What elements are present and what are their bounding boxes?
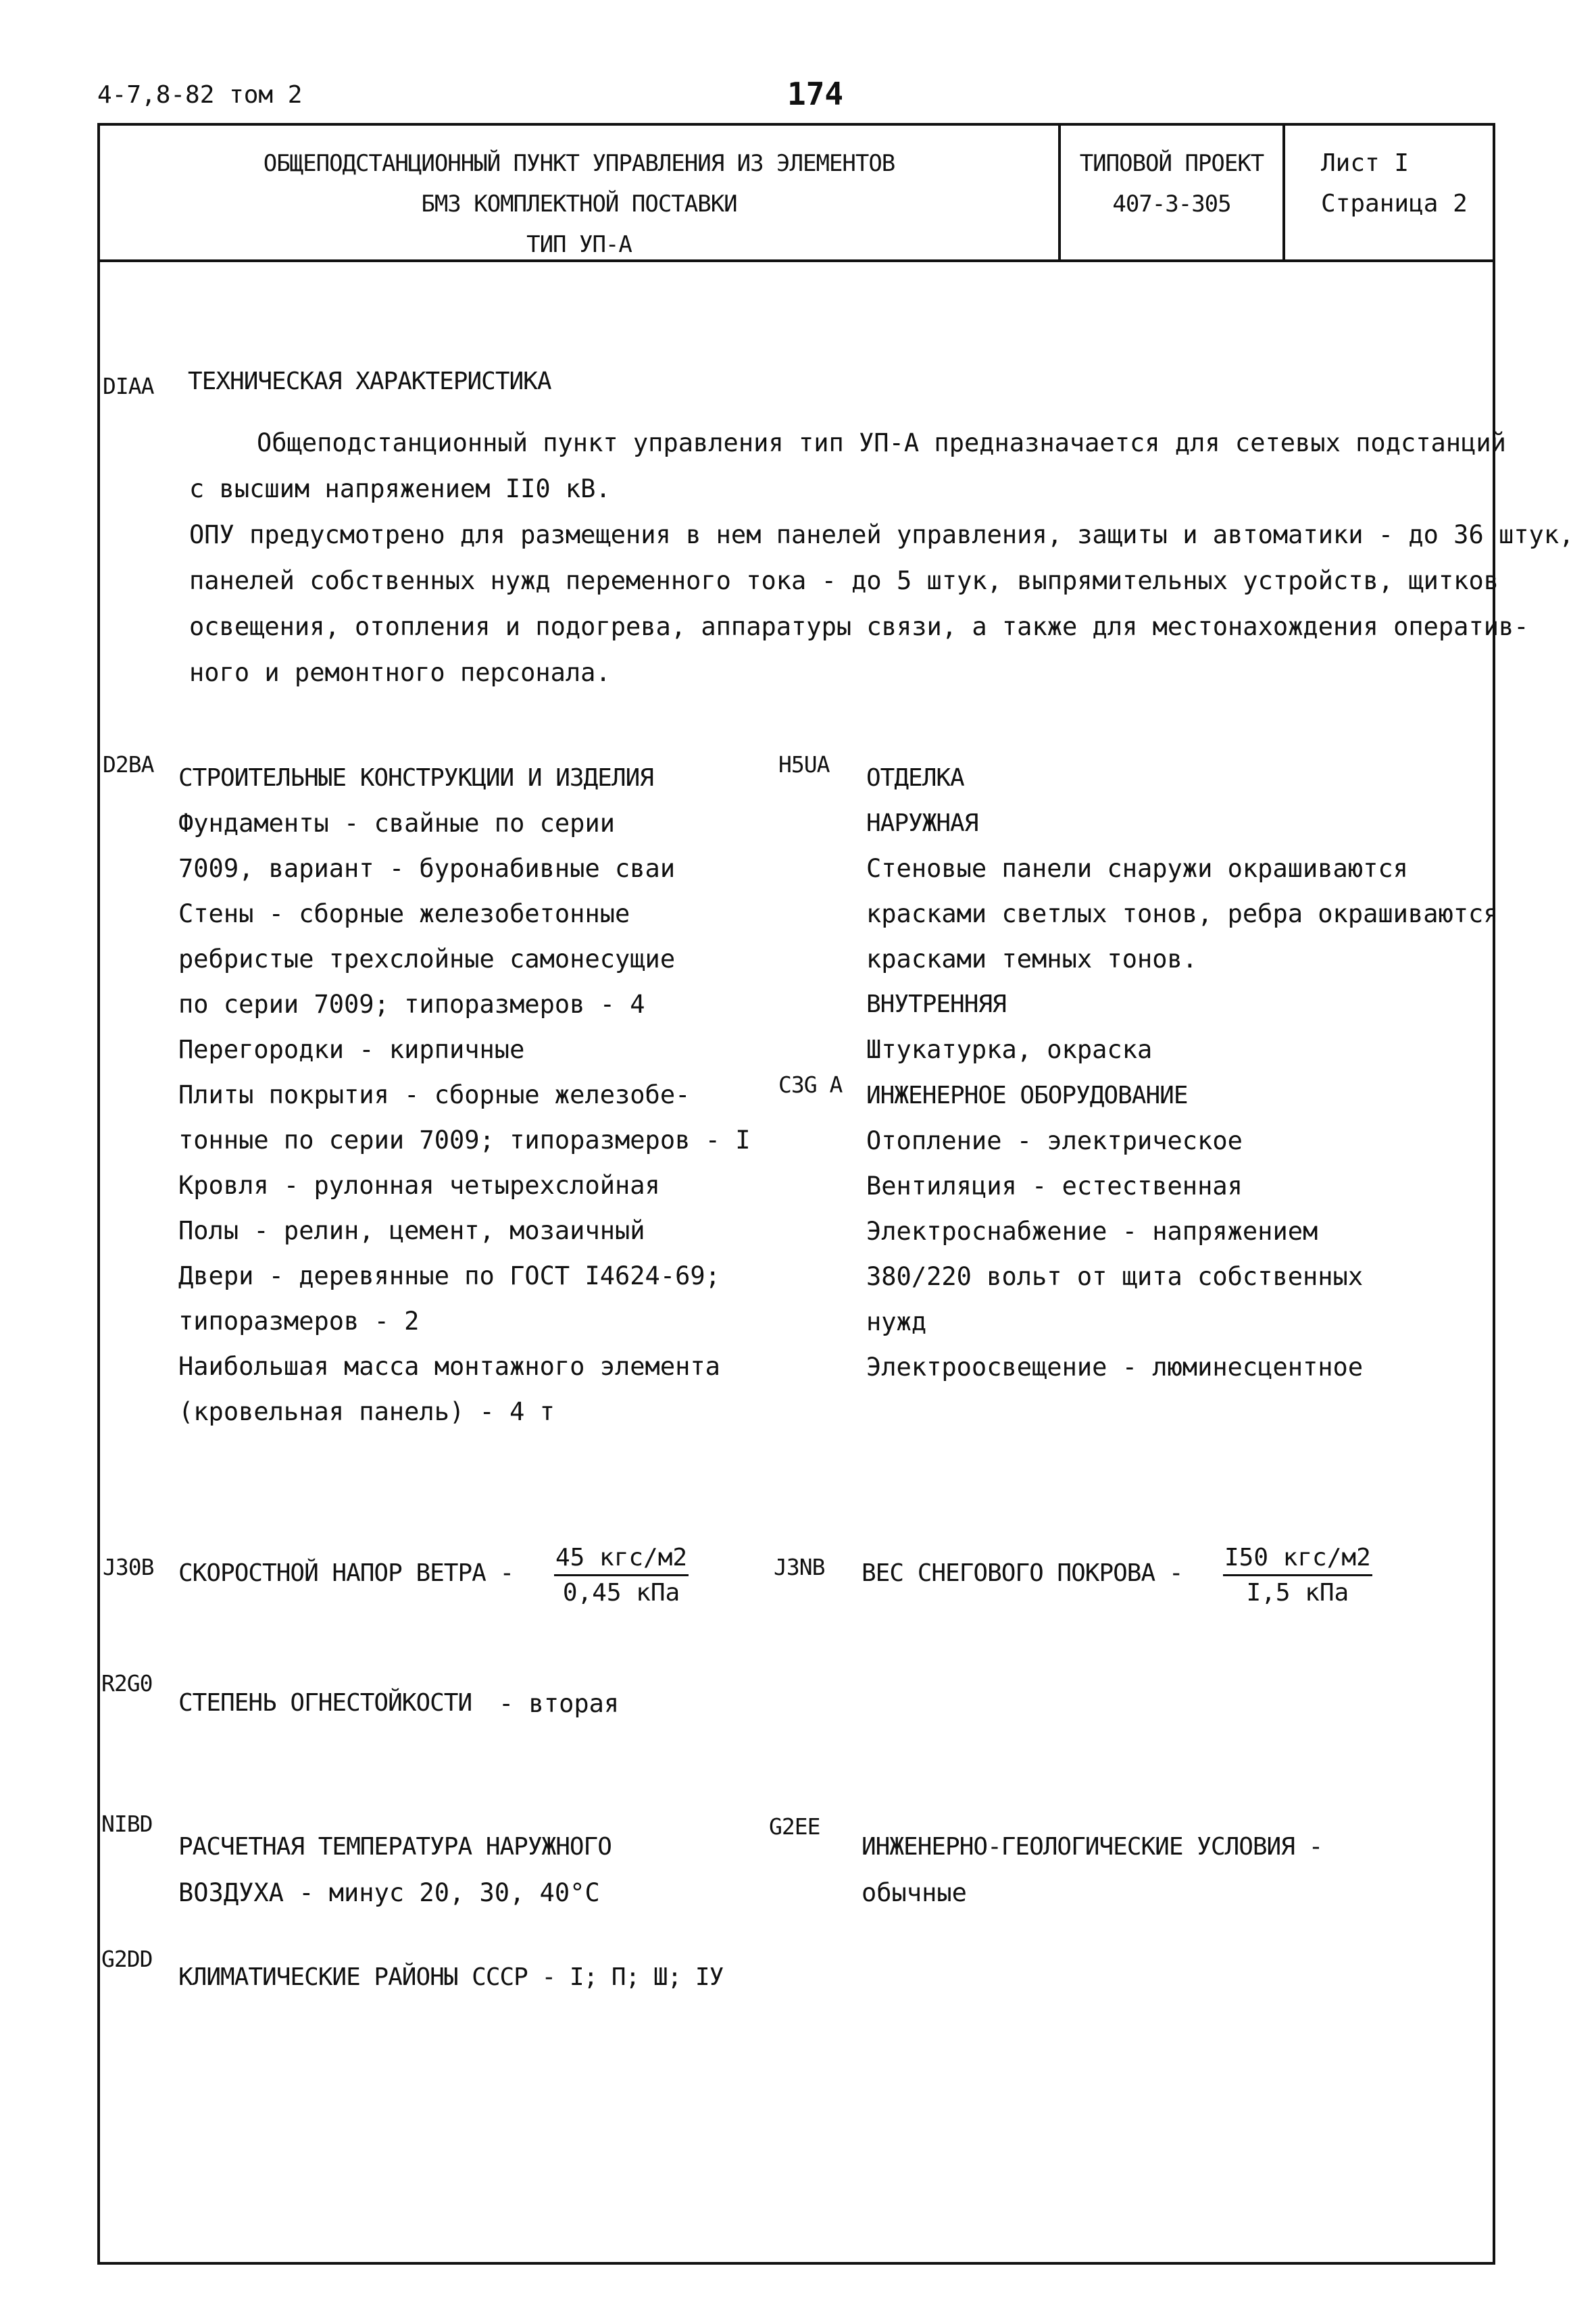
project-block [1061, 143, 1282, 224]
wind-label: СКОРОСТНОЙ НАПОР ВЕТРА - [178, 1559, 514, 1587]
fire-code: R2G0 [101, 1670, 153, 1696]
title-block-vdivider-2 [1282, 123, 1285, 261]
engineering-line-5: нужд [866, 1307, 927, 1336]
finish-outer-line-1: Стеновые панели снаружи окрашиваются [866, 854, 1408, 883]
construction-line-1: Фундаменты - свайные по серии [178, 809, 616, 838]
geology-section [862, 1824, 1322, 1916]
climate-code: G2DD [101, 1946, 153, 1972]
engineering-section [866, 1073, 1363, 1390]
construction-line-3: Стены - сборные железобетонные [178, 899, 630, 928]
project-label: ТИПОВОЙ ПРОЕКТ [1079, 150, 1264, 177]
wind-code: J30B [103, 1554, 154, 1580]
geology-line-1: ИНЖЕНЕРНО-ГЕОЛОГИЧЕСКИЕ УСЛОВИЯ - [862, 1833, 1323, 1861]
engineering-line-3: Электроснабжение - напряжением [866, 1217, 1318, 1246]
wind-denominator: 0,45 кПа [562, 1579, 680, 1607]
tech-title: ТЕХНИЧЕСКАЯ ХАРАКТЕРИСТИКА [188, 368, 551, 395]
construction-line-14: (кровельная панель) - 4 т [178, 1397, 555, 1426]
snow-denominator: I,5 кПа [1246, 1579, 1349, 1607]
series-label: 4-7,8-82 том 2 [97, 81, 303, 109]
finish-inner-line-1: Штукатурка, окраска [866, 1035, 1153, 1064]
temperature-line-1: РАСЧЕТНАЯ ТЕМПЕРАТУРА НАРУЖНОГО [178, 1833, 612, 1861]
document-title [100, 143, 1058, 265]
engineering-line-1: Отопление - электрическое [866, 1126, 1243, 1155]
snow-value-fraction [1223, 1543, 1372, 1610]
snow-label: ВЕС СНЕГОВОГО ПОКРОВА - [862, 1559, 1183, 1587]
engineering-title: ИНЖЕНЕРНОЕ ОБОРУДОВАНИЕ [866, 1082, 1188, 1109]
climate-label: КЛИМАТИЧЕСКИЕ РАЙОНЫ СССР - I; П; Ш; IУ [178, 1963, 724, 1991]
page-label: Страница 2 [1321, 190, 1468, 218]
tech-line-5: освещения, отопления и подогрева, аппаратуры связи, а также для местонахождения оператив- [189, 612, 1529, 641]
wind-value-fraction [554, 1543, 689, 1610]
engineering-line-6: Электроосвещение - люминесцентное [866, 1353, 1364, 1382]
geology-line-2: обычные [862, 1878, 967, 1907]
construction-line-2: 7009, вариант - буронабивные сваи [178, 854, 676, 883]
temperature-code: NIBD [101, 1811, 153, 1837]
tech-paragraph [189, 420, 1574, 696]
temperature-section [178, 1824, 612, 1916]
tech-line-3: ОПУ предусмотрено для размещения в нем панелей управления, защиты и автоматики - до 36 штук, [189, 520, 1574, 549]
sheet-block [1321, 143, 1468, 224]
finish-outer-line-2: красками светлых тонов, ребра окрашиваются [866, 899, 1499, 928]
sheet-label: Лист I [1321, 149, 1410, 177]
wind-numerator: 45 кгс/м2 [554, 1543, 689, 1576]
engineering-code: C3G A [778, 1072, 843, 1098]
finish-outer-title: НАРУЖНАЯ [866, 809, 978, 837]
fire-value: - вторая [499, 1689, 620, 1718]
finish-inner-title: ВНУТРЕННЯЯ [866, 990, 1006, 1018]
construction-code: D2BA [103, 751, 154, 778]
construction-line-4: ребристые трехслойные самонесущие [178, 945, 676, 974]
temperature-line-2: ВОЗДУХА - минус 20, 30, 40 [178, 1878, 570, 1907]
snow-code: J3NB [774, 1554, 825, 1580]
snow-numerator: I50 кгс/м2 [1223, 1543, 1372, 1576]
construction-line-6: Перегородки - кирпичные [178, 1035, 525, 1064]
tech-code: DIAA [103, 373, 154, 399]
title-line-2: БМЗ КОМПЛЕКТНОЙ ПОСТАВКИ [421, 191, 737, 218]
title-line-1: ОБЩЕПОДСТАНЦИОННЫЙ ПУНКТ УПРАВЛЕНИЯ ИЗ ЭЛЕМЕНТОВ [263, 150, 895, 177]
construction-section [178, 755, 750, 1434]
construction-line-7: Плиты покрытия - сборные железобе- [178, 1080, 691, 1109]
finish-title: ОТДЕЛКА [866, 764, 964, 792]
tech-line-6: ного и ремонтного персонала. [189, 658, 611, 687]
engineering-line-2: Вентиляция - естественная [866, 1172, 1243, 1201]
temperature-unit: °С [570, 1878, 600, 1907]
construction-line-11: Двери - деревянные по ГОСТ I4624-69; [178, 1261, 720, 1290]
finish-code: H5UA [778, 751, 830, 778]
engineering-line-4: 380/220 вольт от щита собственных [866, 1262, 1364, 1291]
temperature-line-2-wrap [178, 1870, 612, 1916]
fire-label: СТЕПЕНЬ ОГНЕСТОЙКОСТИ [178, 1689, 472, 1717]
construction-line-13: Наибольшая масса монтажного элемента [178, 1352, 720, 1381]
geology-code: G2EE [769, 1813, 820, 1840]
project-number: 407-3-305 [1112, 191, 1231, 218]
finish-outer-line-3: красками темных тонов. [866, 945, 1198, 974]
construction-title: СТРОИТЕЛЬНЫЕ КОНСТРУКЦИИ И ИЗДЕЛИЯ [178, 764, 653, 792]
construction-line-5: по серии 7009; типоразмеров - 4 [178, 990, 645, 1019]
page-number: 174 [787, 76, 844, 112]
construction-line-10: Полы - релин, цемент, мозаичный [178, 1216, 645, 1245]
construction-line-12: типоразмеров - 2 [178, 1307, 420, 1336]
finish-section [866, 755, 1499, 1072]
construction-line-8: тонные по серии 7009; типоразмеров - I [178, 1126, 751, 1155]
construction-line-9: Кровля - рулонная четырехслойная [178, 1171, 660, 1200]
title-line-3: ТИП УП-А [526, 231, 632, 258]
tech-line-2: с высшим напряжением II0 кВ. [189, 474, 611, 503]
tech-line-4: панелей собственных нужд переменного тока - до 5 штук, выпрямительных устройств, щитков [189, 566, 1499, 595]
tech-line-1: Общеподстанционный пункт управления тип УП-А предназначается для сетевых подстанций [257, 428, 1506, 457]
